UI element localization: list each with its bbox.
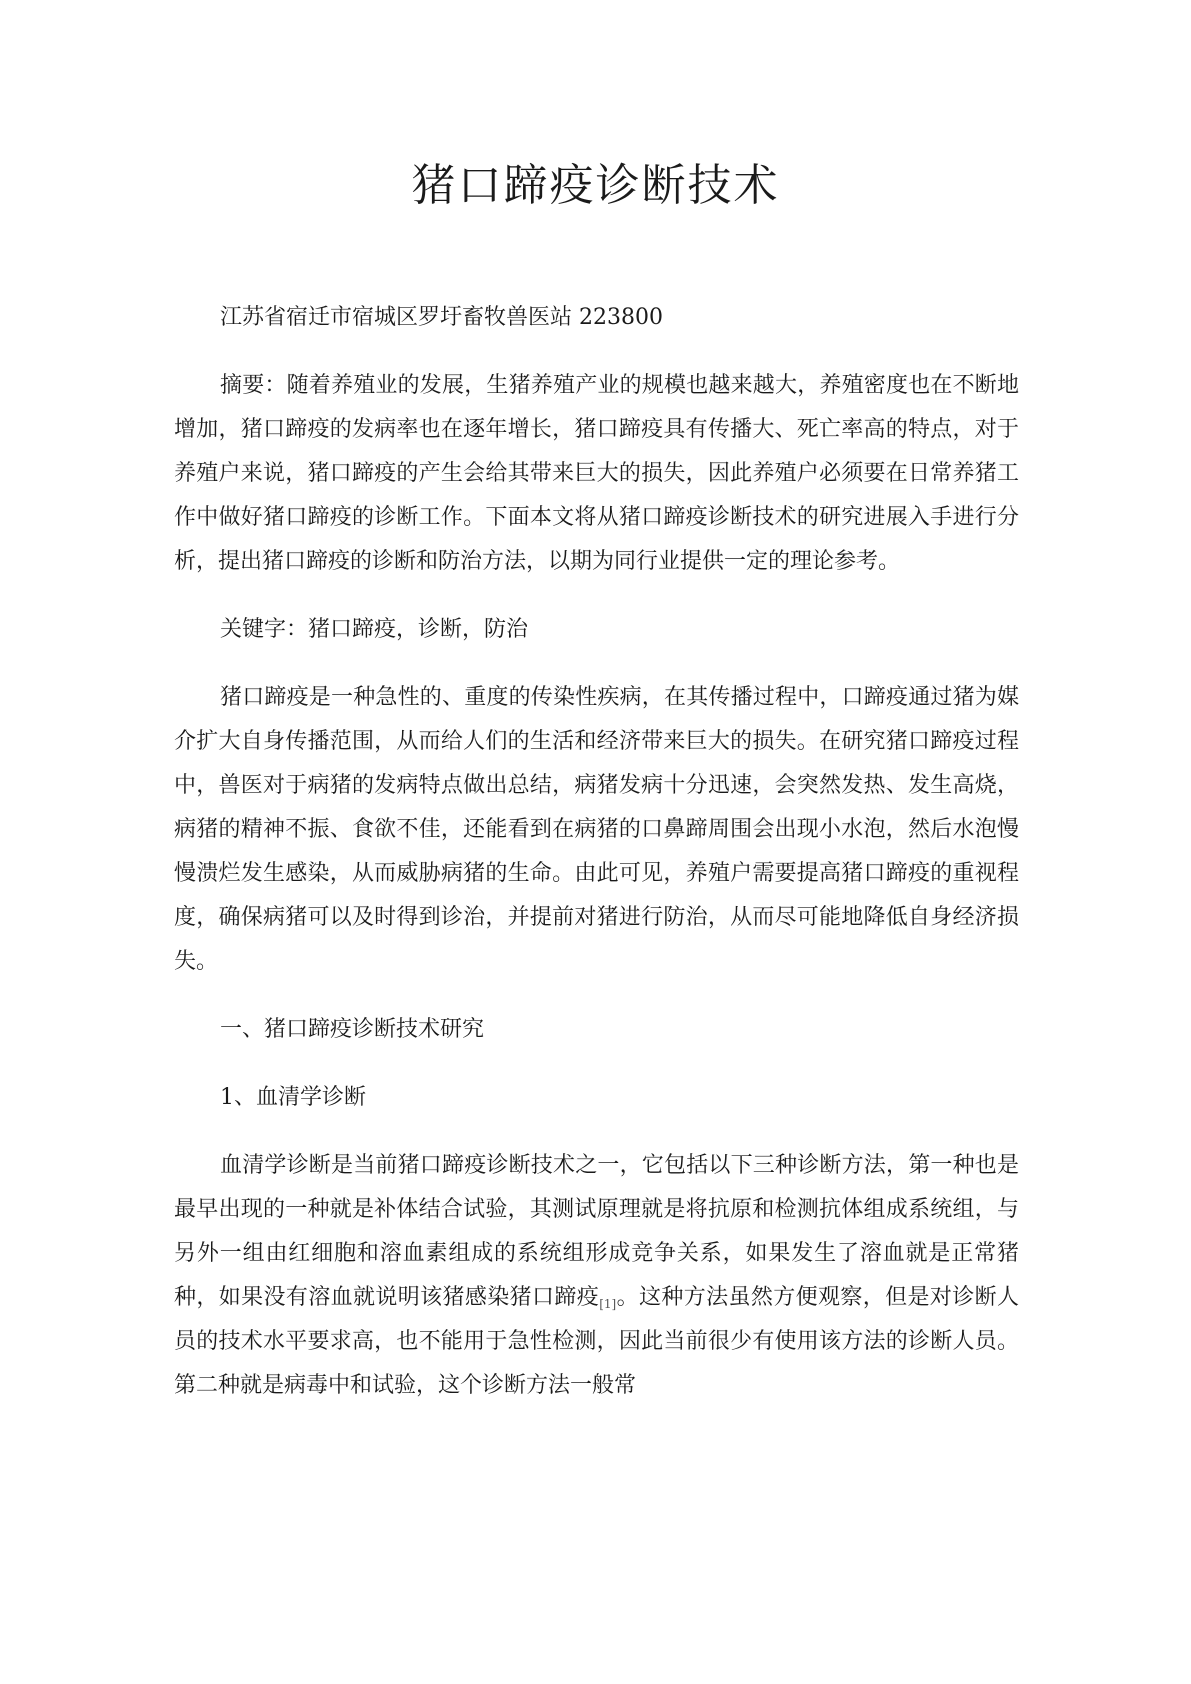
document-body (174, 296, 1019, 1408)
affiliation: 江苏省宿迁市宿城区罗圩畜牧兽医站 223800 (220, 305, 663, 330)
citation-reference: [1] (599, 1297, 617, 1311)
subsection-heading: 1、血清学诊断 (220, 1085, 366, 1110)
abstract-paragraph: 摘要：随着养殖业的发展，生猪养殖产业的规模也越来越大，养殖密度也在不断地增加，猪口蹄疫的发病率也在逐年增长，猪口蹄疫具有传播大、死亡率高的特点，对于养殖户来说，猪口蹄疫的产生会给其带来巨大的损失，因此养殖户必须要在日常养猪工作中做好猪口蹄疫的诊断工作。下面本文将从猪口蹄疫诊断技术的研究进展入手进行分析，提出猪口蹄疫的诊断和防治方法，以期为同行业提供一定的理论参考。 (174, 373, 1019, 574)
serology-paragraph (174, 1144, 1019, 1408)
serology-text-part2: 。这种方法虽然方便观察，但是对诊断人员的技术水平要求高，也不能用于急性检测，因此当前很少有使用该方法的诊断人员。第二种就是病毒中和试验，这个诊断方法一般常 (174, 1285, 1019, 1398)
intro-paragraph: 猪口蹄疫是一种急性的、重度的传染性疾病，在其传播过程中，口蹄疫通过猪为媒介扩大自身传播范围，从而给人们的生活和经济带来巨大的损失。在研究猪口蹄疫过程中，兽医对于病猪的发病特点做出总结，病猪发病十分迅速，会突然发热、发生高烧，病猪的精神不振、食欲不佳，还能看到在病猪的口鼻蹄周围会出现小水泡，然后水泡慢慢溃烂发生感染，从而威胁病猪的生命。由此可见，养殖户需要提高猪口蹄疫的重视程度，确保病猪可以及时得到诊治，并提前对猪进行防治，从而尽可能地降低自身经济损失。 (174, 685, 1019, 974)
document-title: 猪口蹄疫诊断技术 (411, 160, 780, 211)
keywords: 关键字：猪口蹄疫，诊断，防治 (220, 617, 529, 642)
section-heading: 一、猪口蹄疫诊断技术研究 (220, 1017, 485, 1042)
serology-text-part1: 血清学诊断是当前猪口蹄疫诊断技术之一，它包括以下三种诊断方法，第一种也是最早出现的一种就是补体结合试验，其测试原理就是将抗原和检测抗体组成系统组，与另外一组由红细胞和溶血素组成的系统组形成竞争关系，如果发生了溶血就是正常猪种，如果没有溶血就说明该猪感染猪口蹄疫 (174, 1153, 1019, 1310)
